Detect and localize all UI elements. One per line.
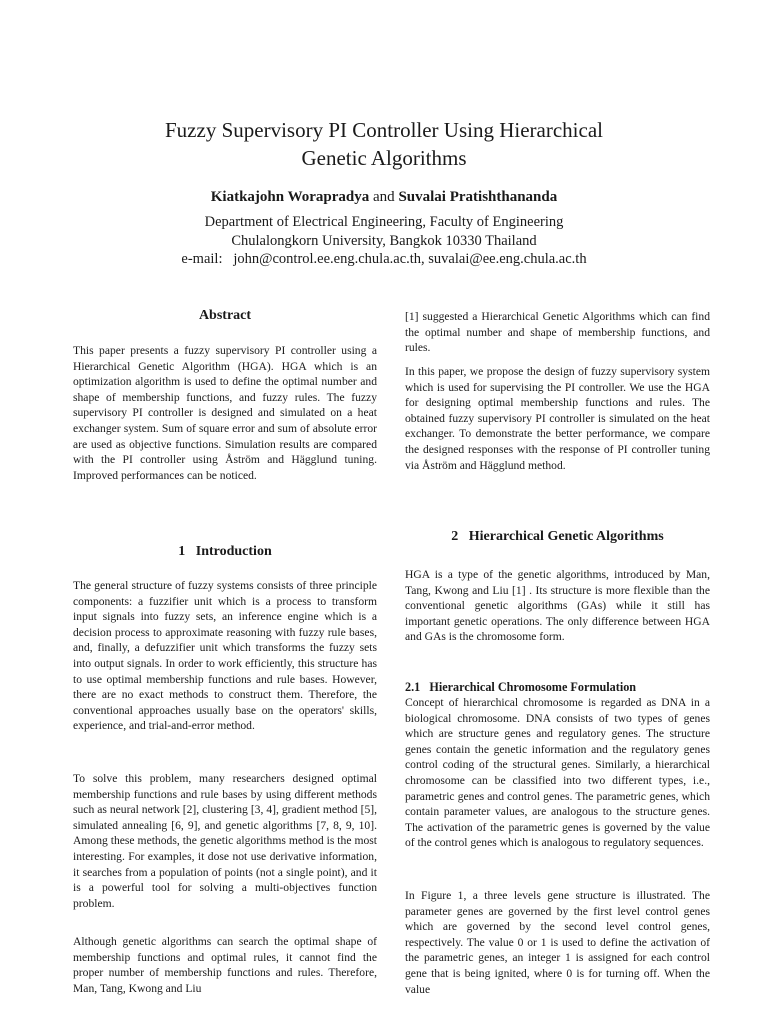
section-2-paragraph: HGA is a type of the genetic algorithms, introduced by Man, Tang, Kwong and Liu [1] . Its structure is more flexible than the conventional genetic algorithms (GAs) while it still has important genetic operations. The only difference between HGA and GAs is the chromosome form.: [405, 568, 710, 644]
author-list: [0, 187, 768, 207]
subsection-2-1-heading: 2.1 Hierarchical Chromosome Formulation: [405, 680, 637, 694]
subsection-2-1-paragraph-1: Concept of hierarchical chromosome is regarded as DNA in a biological chromosome. DNA consists of two types of genes which are structure genes and regulatory genes. The structure genes contain the genetic information and the regulatory genes control coding of the structural genes. Similarly, a hierarchical chromosome can be classified into two different types, i.e., parametric genes and control genes. The parametric genes, which contain parameter values, are analogous to the structure genes. The activation of the parametric genes is governed by the value of the control genes which is analogous to regulatory sequences.: [405, 696, 710, 850]
intro-continued-paragraph-2: In this paper, we propose the design of fuzzy supervisory system which is used for supervising the PI controller. We use the HGA for designing optimal membership functions and rules. The obtained fuzzy supervisory PI controller is simulated on the heat exchanger. To demonstrate the better performance, we compare the designed responses with the response of PI controller tuning via Åström and Hägglund method.: [405, 365, 710, 472]
section-1-paragraph-2: To solve this problem, many researchers designed optimal membership functions and rule bases by using different methods such as neural network [2], clustering [3, 4], gradient method [5], simulated annealing [6, 9], and genetic algorithms [7, 8, 9, 10]. Among these methods, the genetic algorithms method is the most interesting. For examples, it dose not use derivative information, it searches from a population of points (not a single point), and it is a powerful tool for solving a multi-objectives function problem.: [73, 772, 377, 910]
abstract-text: This paper presents a fuzzy supervisory PI controller using a Hierarchical Genetic Algorithm (HGA). HGA which is an optimization algorithm is used to define the optimal number and shape of membership functions, and fuzzy rules. The fuzzy supervisory PI controller is designed and simulated on a heat exchanger system. Sum of square error and sum of absolute error are used as objective functions. Simulation results are compared with the PI controller using Åström and Hägglund tuning. Improved performances can be noticed.: [73, 344, 377, 482]
affiliation-line-2: Chulalongkorn University, Bangkok 10330 Thailand: [231, 232, 537, 249]
subsection-2-1-paragraph-2: In Figure 1, a three levels gene structure is illustrated. The parameter genes are governed by the first level control genes which are governed by the second level control genes, respectively. The value 0 or 1 is used to define the activation of the parametric genes, an integer 1 is assigned for each control gene that is being ignited, where 0 is for turning off. When the value: [405, 889, 710, 996]
affiliation-line-1: Department of Electrical Engineering, Faculty of Engineering: [204, 214, 564, 230]
paper-title: [0, 116, 768, 172]
section-2-heading: 2 Hierarchical Genetic Algorithms: [451, 529, 664, 544]
section-1-paragraph-1: The general structure of fuzzy systems consists of three principle components: a fuzzifier unit which is a process to transform input signals into fuzzy sets, an inference engine which is a decision process to approximate reasoning with fuzzy rule bases, and, finally, a defuzzifier unit which transforms the fuzzy sets into output signals. In order to work efficiently, this structure has to use optimal membership functions and rule bases. However, there are no exact methods to construct them. Therefore, the conventional approaches usually base on the operators' skills, experience, and trial-and-error method.: [73, 579, 377, 733]
author-2: Suvalai Pratishthananda: [398, 189, 558, 205]
affiliation: [0, 213, 768, 269]
title-line-1: Fuzzy Supervisory PI Controller Using Hierarchical: [165, 118, 603, 142]
section-1-paragraph-3: Although genetic algorithms can search the optimal shape of membership functions and optimal rules, it cannot find the proper number of membership functions and rules. Therefore, Man, Tang, Kwong and Liu: [73, 935, 377, 995]
intro-continued-paragraph-1: [1] suggested a Hierarchical Genetic Algorithms which can find the optimal number and shape of membership functions, and rules.: [405, 310, 710, 355]
section-1-heading: 1 Introduction: [178, 544, 272, 559]
title-line-2: Genetic Algorithms: [301, 146, 467, 170]
author-1: Kiatkajohn Worapradya: [210, 189, 370, 205]
affiliation-email: e-mail: john@control.ee.eng.chula.ac.th, suvalai@ee.eng.chula.ac.th: [181, 251, 587, 267]
author-conjunction: and: [373, 189, 395, 205]
abstract-heading: Abstract: [198, 308, 252, 323]
